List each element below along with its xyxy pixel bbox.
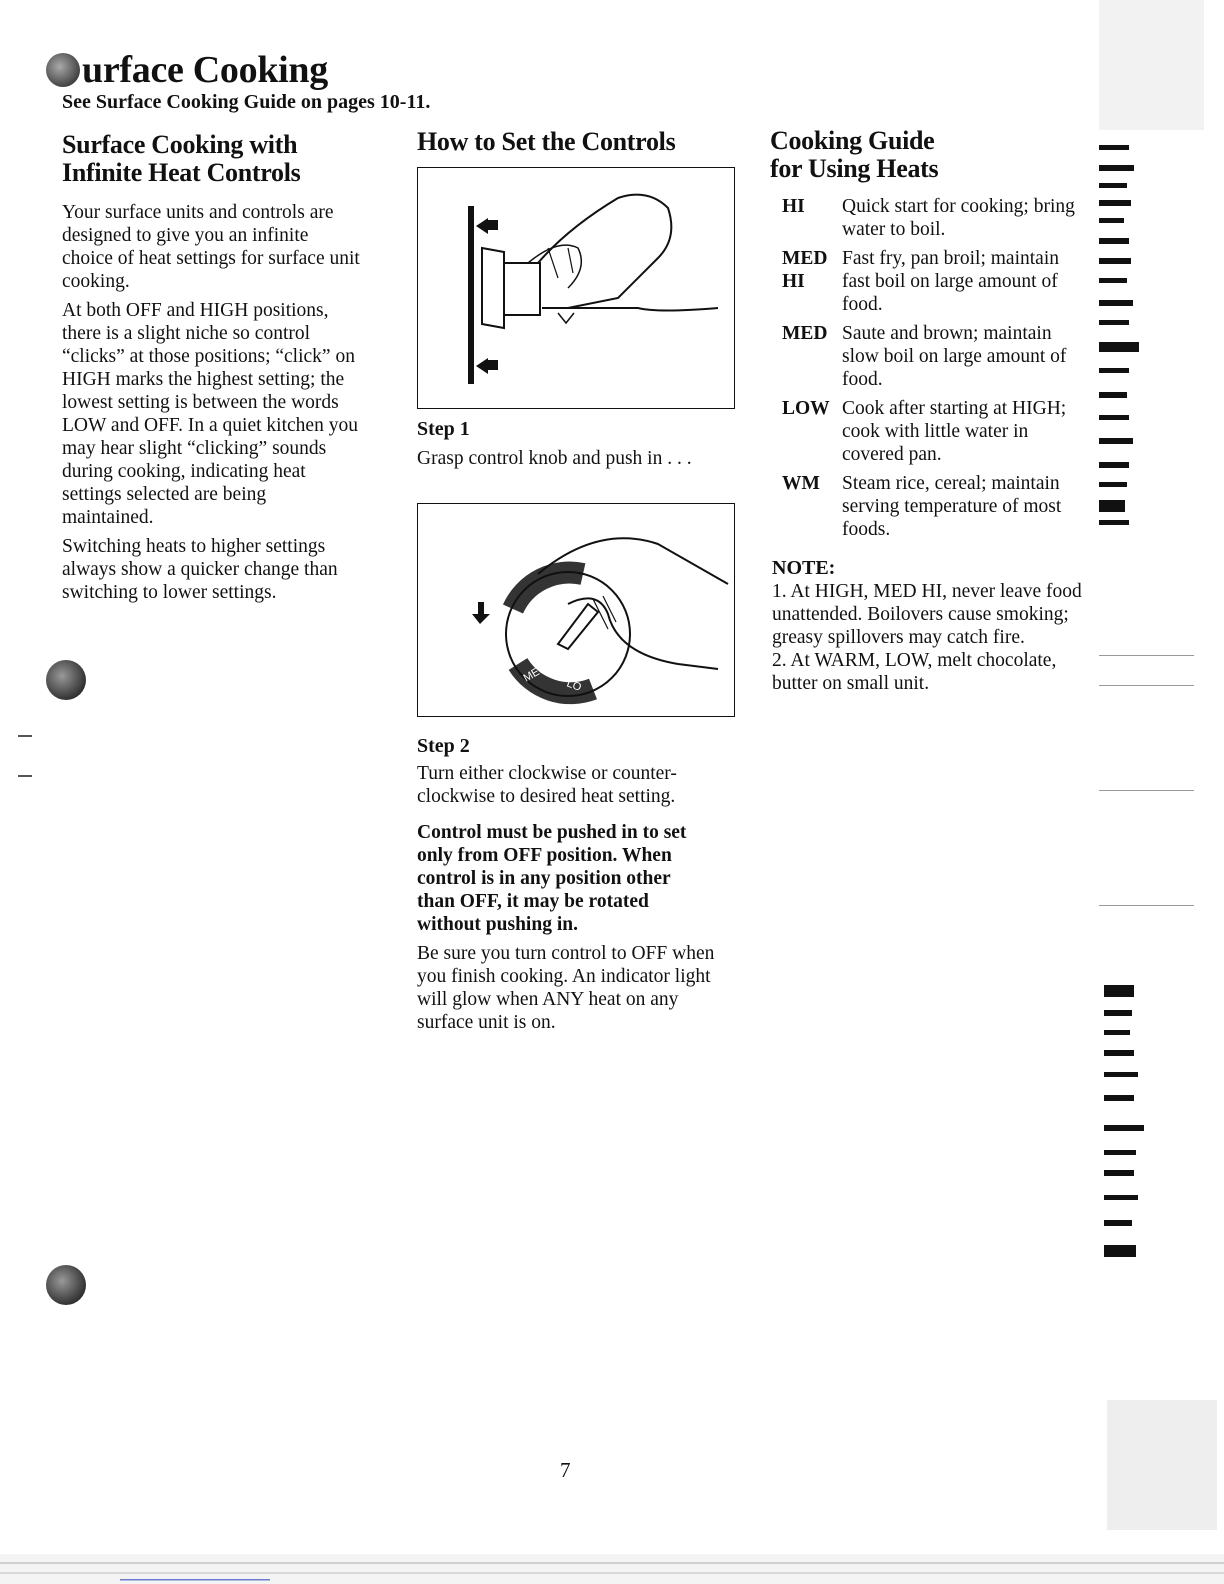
step-1-label: Step 1 [417,418,470,440]
step-2-text: Turn either clockwise or counter-clockwise to desired heat setting. [417,763,677,807]
notes-block [772,557,1084,695]
guide-key: MED [782,323,828,344]
turn-knob-illustration [418,504,734,716]
page-title [46,48,328,92]
note-label: NOTE: [772,557,836,579]
guide-row-wm [782,472,1088,541]
margin-dash-1 [18,735,32,737]
margin-bullet-bottom [46,1265,86,1305]
paragraph-3: Switching heats to higher settings always show a quicker change than switching to lower settings. [62,536,338,603]
dial-label-med-hi: MED HI [509,616,534,658]
margin-dash-2 [18,775,32,777]
guide-desc: Cook after starting at HIGH; cook with little water in covered pan. [842,398,1067,465]
guide-row-low [782,397,1088,466]
paragraph-2: At both OFF and HIGH positions, there is a slight niche so control “clicks” at those positions; “click” on HIGH marks the highest setting; the lowest setting is between the words LOW and OFF. In a quiet kitchen you may hear slight “clicking” sounds during cooking, indicating heat settings selected are being maintained. [62,300,358,528]
section-heading-infinite-heat [62,131,362,187]
guide-heading-line-1: Cooking Guide [770,126,935,155]
dial-label-lo: LO [564,677,583,694]
step-2-label: Step 2 [417,735,470,757]
margin-bullet-top [46,660,86,700]
guide-row-med [782,322,1088,391]
guide-desc: Fast fry, pan broil; maintain fast boil on large amount of food. [842,248,1059,315]
guide-row-med-hi [782,247,1088,316]
guide-key: WM [782,473,820,494]
figure-push-knob [417,167,735,409]
heat-guide-table [782,195,1088,547]
guide-key: LOW [782,398,830,419]
guide-desc: Quick start for cooking; bring water to boil. [842,196,1075,240]
guide-row-hi [782,195,1088,241]
note-2: 2. At WARM, LOW, melt chocolate, butter on small unit. [772,650,1057,694]
turn-off-reminder: Be sure you turn control to OFF when you finish cooking. An indicator light will glow when ANY heat on any surface unit is on. [417,943,715,1033]
dial-label-med: MED [521,661,549,685]
section-heading-cooking-guide [770,127,938,183]
heading-line-1: Surface Cooking with [62,130,298,159]
section-heading-set-controls: How to Set the Controls [417,127,676,156]
scan-edge-artifact [1099,0,1224,1584]
column-infinite-heat [62,131,362,610]
title-initial-s-graphic [46,53,80,87]
guide-desc: Steam rice, cereal; maintain serving temperature of most foods. [842,473,1062,540]
step-1-text: Grasp control knob and push in . . . [417,448,692,469]
paragraph-1: Your surface units and controls are designed to give you an infinite choice of heat settings for surface unit cooking. [62,202,360,292]
note-1: 1. At HIGH, MED HI, never leave food unattended. Boilovers cause smoking; greasy spillovers may catch fire. [772,581,1082,648]
page-number: 7 [560,1458,571,1482]
push-knob-illustration [418,168,734,408]
guide-key: MED HI [782,248,828,292]
guide-heading-line-2: for Using Heats [770,154,939,183]
figure-turn-knob [417,503,735,717]
guide-desc: Saute and brown; maintain slow boil on large amount of food. [842,323,1067,390]
heading-line-2: Infinite Heat Controls [62,158,301,187]
page-subtitle: See Surface Cooking Guide on pages 10-11. [62,91,431,113]
page-title-text: urface Cooking [82,49,328,91]
pushed-in-warning: Control must be pushed in to set only from OFF position. When control is in any position other than OFF, it may be rotated without pushing in. [417,822,687,935]
scan-bottom-artifact [0,1554,1224,1584]
infinite-heat-body [62,201,362,604]
guide-key: HI [782,196,805,217]
